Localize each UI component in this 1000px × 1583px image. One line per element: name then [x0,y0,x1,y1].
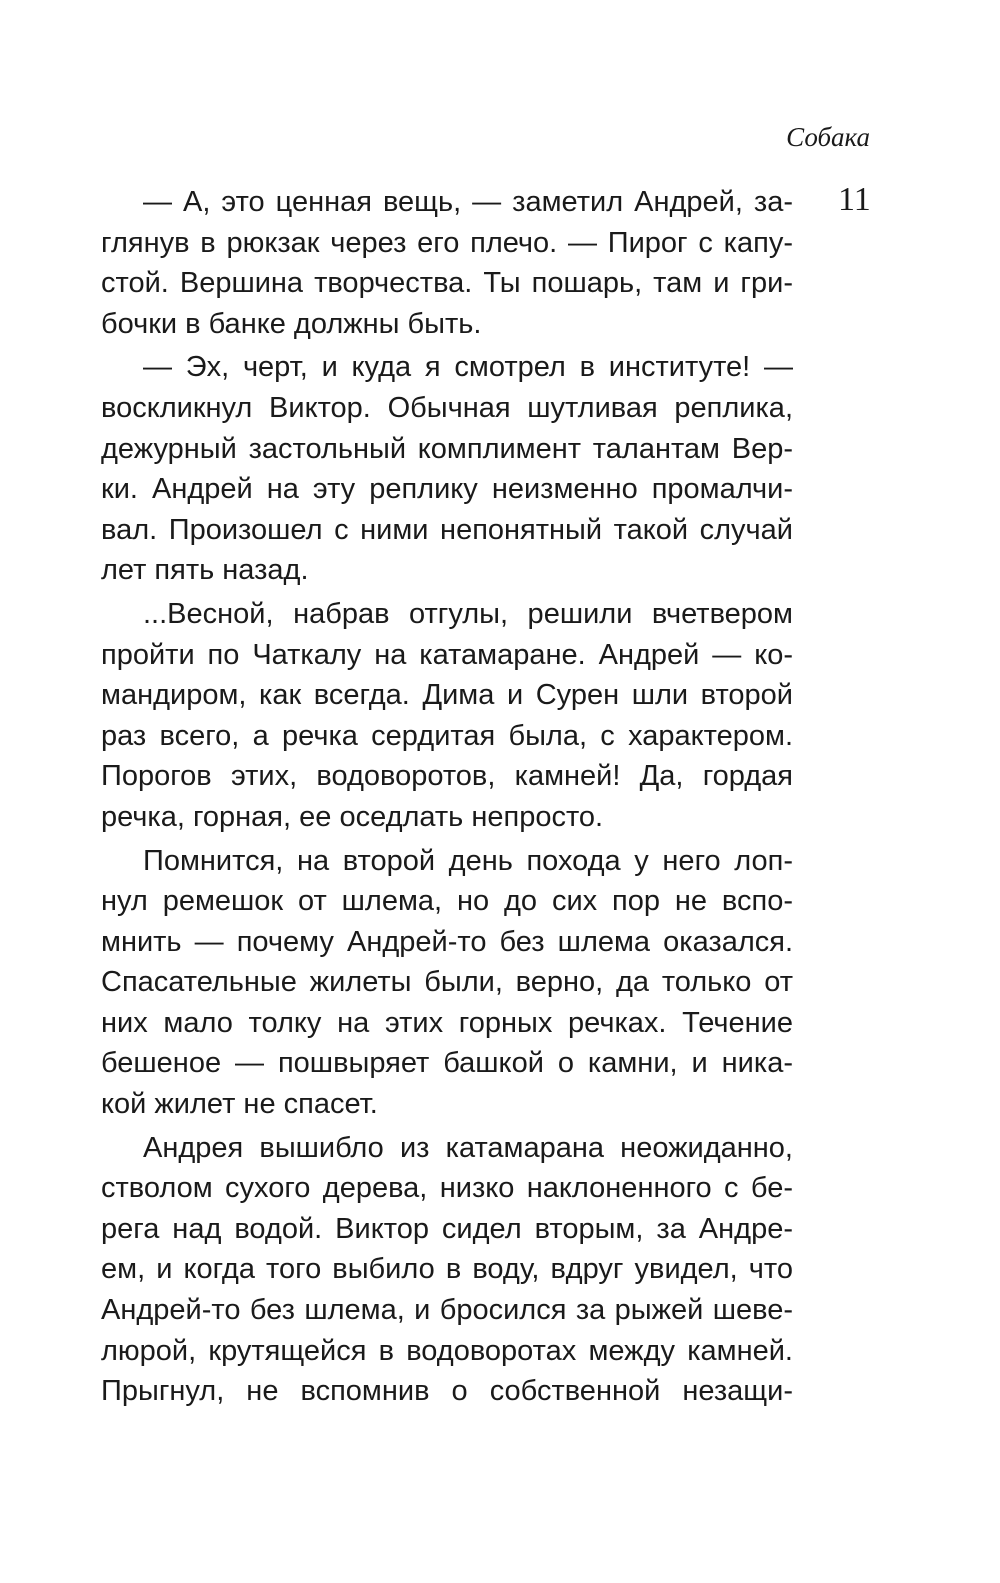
text-line: Помнится, на второй день похода у него лоп- [143,844,793,877]
text-line: — Эх, черт, и куда я смотрел в институте! — [143,351,793,384]
text-line: кой жилет не спасет. [101,1088,378,1121]
text-line: ...Весной, набрав отгулы, решили вчетвером [143,597,793,630]
text-line: воскликнул Виктор. Обычная шутливая реплика, [101,391,793,424]
text-line: них мало толку на этих горных речках. Течение [101,1006,793,1039]
text-line: пройти по Чаткалу на катамаране. Андрей — ко- [101,638,793,671]
text-line: бочки в банке должны быть. [101,307,482,340]
text-line: люрой, крутящейся в водоворотах между камней. [101,1334,793,1367]
text-line: рега над водой. Виктор сидел вторым, за Андре- [101,1212,793,1245]
text-line: Прыгнул, не вспомнив о собственной незащи- [101,1375,793,1408]
text-line: — А, это ценная вещь, — заметил Андрей, за- [143,186,793,218]
running-header: Собака [786,122,870,152]
text-line: раз всего, а речка сердитая была, с характером. [101,719,793,752]
text-line: стволом сухого дерева, низко наклоненного с бе- [101,1172,793,1205]
text-line: речка, горная, ее оседлать непросто. [101,800,604,833]
text-line: бешеное — пошвыряет башкой о камни, и ника- [101,1047,793,1080]
paragraph [101,841,793,1125]
text-line: дежурный застольный комплимент талантам Вер- [101,432,793,465]
text-line: лет пять назад. [101,554,309,587]
text-line: нул ремешок от шлема, но до сих пор не вспо- [101,885,793,918]
text-line: Порогов этих, водоворотов, камней! Да, гордая [101,760,793,793]
text-line: мнить — почему Андрей-то без шлема оказался. [101,925,793,958]
paragraph [101,347,793,591]
text-line: ем, и когда того выбило в воду, вдруг увидел, что [101,1253,793,1286]
text-line: стой. Вершина творчества. Ты пошарь, там и гри- [101,267,793,300]
text-line: ки. Андрей на эту реплику неизменно промалчи- [101,473,793,506]
text-line: глянув в рюкзак через его плечо. — Пирог с капу- [101,226,793,259]
text-line: вал. Произошел с ними непонятный такой случай [101,513,793,546]
body-text [101,182,793,1415]
text-line: мандиром, как всегда. Дима и Сурен шли второй [101,679,793,712]
text-line: Андрея вышибло из катамарана неожиданно, [143,1131,793,1164]
text-line: Андрей-то без шлема, и бросился за рыжей шеве- [101,1294,793,1327]
paragraph [101,594,793,838]
paragraph [101,1128,793,1412]
page-number: 11 [838,181,871,218]
paragraph [101,182,793,344]
text-line: Спасательные жилеты были, верно, да только от [101,966,793,999]
